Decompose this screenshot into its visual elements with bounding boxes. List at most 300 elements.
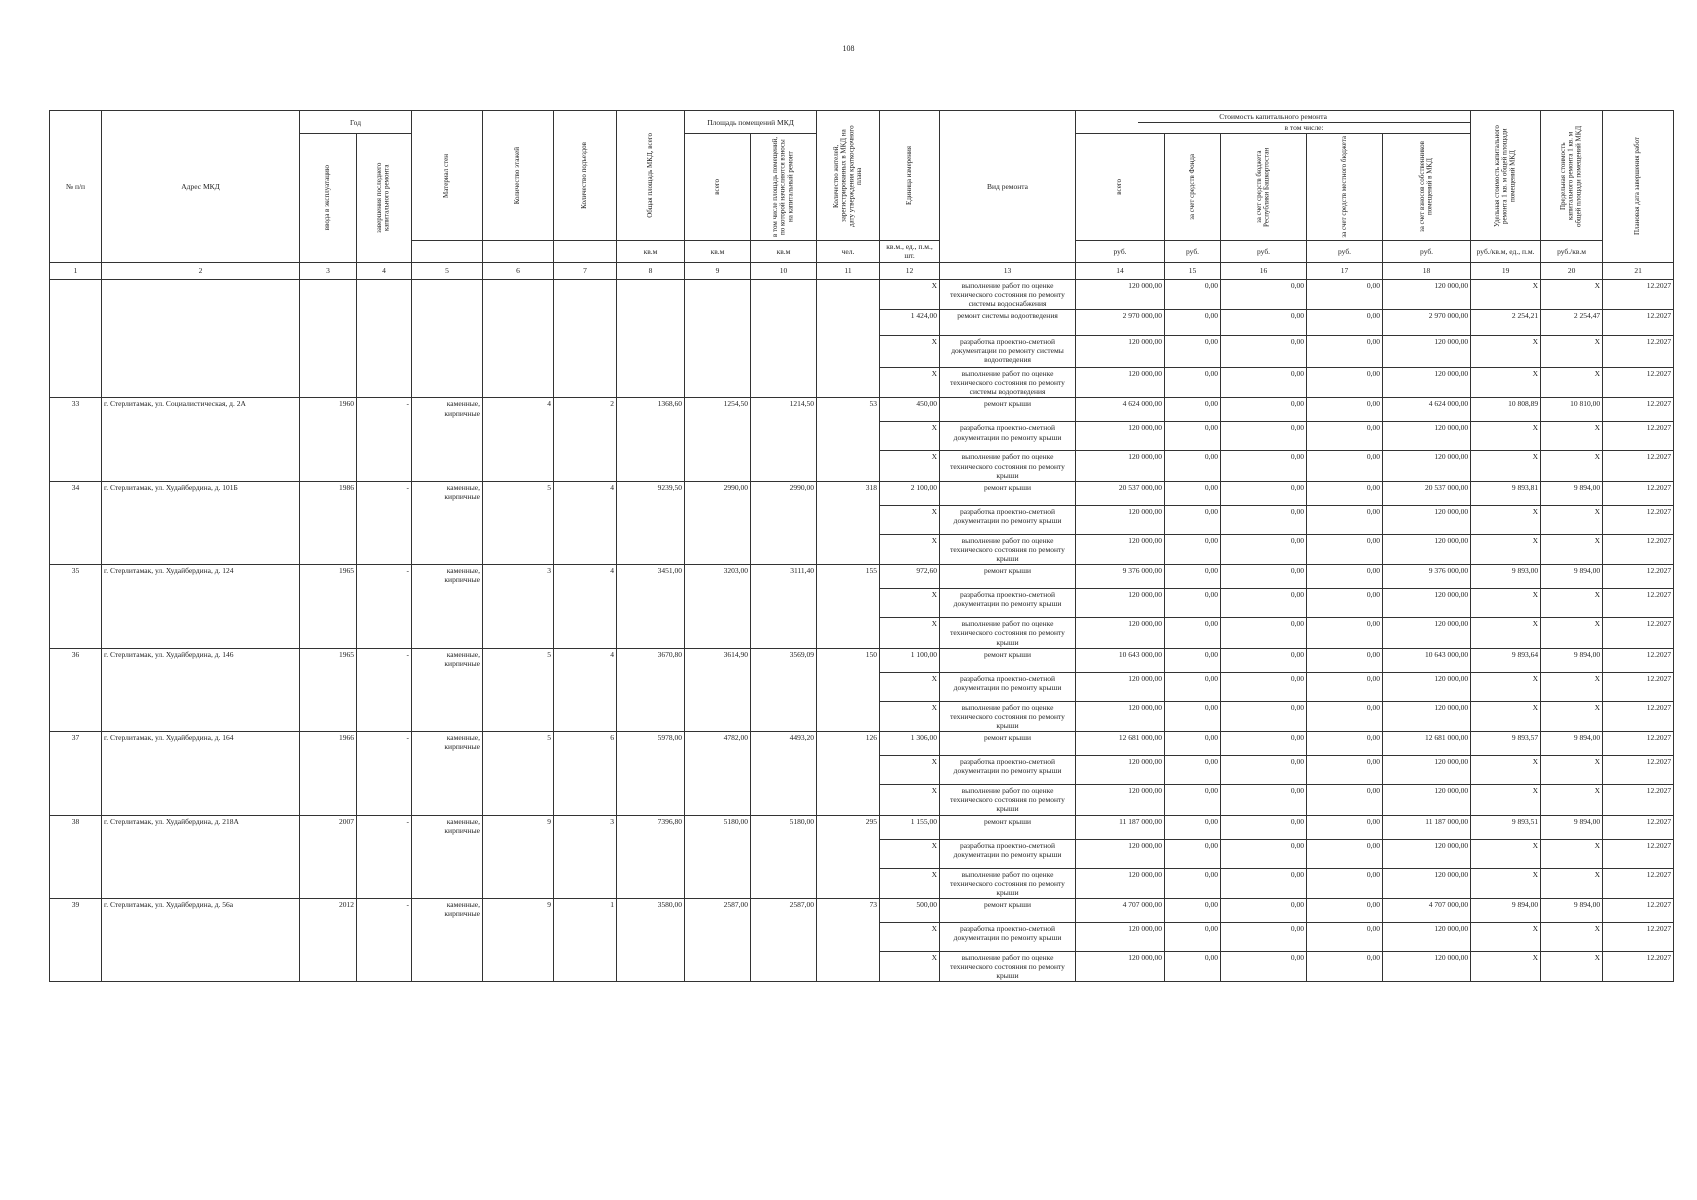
premises-repair-area-cell: 5180,00 bbox=[751, 815, 817, 898]
premises-area-cell: 2990,00 bbox=[685, 481, 751, 564]
max-cost-cell: 9 894,00 bbox=[1541, 648, 1603, 672]
repair-type-cell: выполнение работ по оценке технического состояния по ремонту крыши bbox=[940, 868, 1076, 898]
repair-type-cell: разработка проектно-сметной документации по ремонту крыши bbox=[940, 672, 1076, 701]
page-number: 108 bbox=[842, 44, 855, 53]
cost-owners-cell: 11 187 000,00 bbox=[1383, 815, 1471, 839]
cost-fund-cell: 0,00 bbox=[1165, 839, 1221, 868]
table-row bbox=[50, 898, 1674, 922]
wall-material-cell: каменные, кирпичные bbox=[412, 732, 483, 815]
cost-rb-cell: 0,00 bbox=[1221, 701, 1307, 731]
column-number: 11 bbox=[817, 262, 880, 279]
cost-rb-cell: 0,00 bbox=[1221, 839, 1307, 868]
total-area-cell: 1368,60 bbox=[617, 398, 685, 481]
cost-fund-cell: 0,00 bbox=[1165, 648, 1221, 672]
cost-local-cell: 0,00 bbox=[1307, 839, 1383, 868]
unit-quantity-cell: 1 306,00 bbox=[880, 732, 940, 756]
unit-cost-cell: X bbox=[1471, 367, 1541, 397]
cost-owners-cell: 10 643 000,00 bbox=[1383, 648, 1471, 672]
header-cost-local: за счет средств местного бюджета bbox=[1307, 134, 1383, 241]
wall-material-cell bbox=[412, 279, 483, 398]
repair-type-cell: разработка проектно-сметной документации по ремонту крыши bbox=[940, 422, 1076, 451]
year-last-repair-cell: - bbox=[357, 648, 412, 731]
header-cost-group: Стоимость капитального ремонта в том числе: bbox=[1076, 111, 1471, 134]
column-number: 5 bbox=[412, 262, 483, 279]
cost-owners-cell: 120 000,00 bbox=[1383, 785, 1471, 815]
header-year-last-repair: завершения последнего капитального ремонта bbox=[357, 134, 412, 262]
cost-fund-cell: 0,00 bbox=[1165, 367, 1221, 397]
header-address: Адрес МКД bbox=[102, 111, 300, 263]
table-row bbox=[50, 481, 1674, 505]
house-number-cell: 33 bbox=[50, 398, 102, 481]
cost-total-cell: 120 000,00 bbox=[1076, 618, 1165, 648]
deadline-cell: 12.2027 bbox=[1603, 672, 1674, 701]
unit-cell: кв.м bbox=[751, 241, 817, 262]
max-cost-cell: X bbox=[1541, 922, 1603, 951]
deadline-cell: 12.2027 bbox=[1603, 898, 1674, 922]
table-body bbox=[50, 279, 1674, 982]
house-number-cell: 39 bbox=[50, 898, 102, 981]
unit-cost-cell: 9 893,81 bbox=[1471, 481, 1541, 505]
repair-type-cell: разработка проектно-сметной документации по ремонту крыши bbox=[940, 839, 1076, 868]
unit-cell: руб. bbox=[1165, 241, 1221, 262]
max-cost-cell: X bbox=[1541, 868, 1603, 898]
premises-repair-area-cell: 4493,20 bbox=[751, 732, 817, 815]
cost-owners-cell: 120 000,00 bbox=[1383, 367, 1471, 397]
total-area-cell: 3670,80 bbox=[617, 648, 685, 731]
cost-rb-cell: 0,00 bbox=[1221, 922, 1307, 951]
house-number-cell: 35 bbox=[50, 565, 102, 648]
max-cost-cell: X bbox=[1541, 589, 1603, 618]
unit-quantity-cell: X bbox=[880, 701, 940, 731]
cost-rb-cell: 0,00 bbox=[1221, 367, 1307, 397]
residents-cell: 150 bbox=[817, 648, 880, 731]
premises-repair-area-cell: 1214,50 bbox=[751, 398, 817, 481]
premises-repair-area-cell: 2990,00 bbox=[751, 481, 817, 564]
header-total-area: Общая площадь МКД, всего bbox=[617, 111, 685, 241]
deadline-cell: 12.2027 bbox=[1603, 756, 1674, 785]
cost-total-cell: 120 000,00 bbox=[1076, 589, 1165, 618]
year-last-repair-cell: - bbox=[357, 732, 412, 815]
max-cost-cell: X bbox=[1541, 839, 1603, 868]
cost-owners-cell: 12 681 000,00 bbox=[1383, 732, 1471, 756]
max-cost-cell: X bbox=[1541, 505, 1603, 534]
max-cost-cell: X bbox=[1541, 367, 1603, 397]
column-number: 9 bbox=[685, 262, 751, 279]
deadline-cell: 12.2027 bbox=[1603, 839, 1674, 868]
repair-type-cell: ремонт крыши bbox=[940, 648, 1076, 672]
total-area-cell: 3451,00 bbox=[617, 565, 685, 648]
max-cost-cell: 2 254,47 bbox=[1541, 309, 1603, 335]
wall-material-cell: каменные, кирпичные bbox=[412, 898, 483, 981]
unit-quantity-cell: X bbox=[880, 422, 940, 451]
unit-quantity-cell: 450,00 bbox=[880, 398, 940, 422]
deadline-cell: 12.2027 bbox=[1603, 505, 1674, 534]
cost-owners-cell: 120 000,00 bbox=[1383, 618, 1471, 648]
cost-rb-cell: 0,00 bbox=[1221, 335, 1307, 367]
cost-total-cell: 20 537 000,00 bbox=[1076, 481, 1165, 505]
cost-rb-cell: 0,00 bbox=[1221, 898, 1307, 922]
header-repair-type: Вид ремонта bbox=[940, 111, 1076, 263]
header-residents: Количество жителей, зарегистрированных в МКД на дату утверждения краткосрочного плана bbox=[817, 111, 880, 241]
unit-cost-cell: 10 808,89 bbox=[1471, 398, 1541, 422]
header-premises-group: Площадь помещений МКД bbox=[685, 111, 817, 134]
total-area-cell bbox=[617, 279, 685, 398]
table-row bbox=[50, 398, 1674, 422]
repair-type-cell: выполнение работ по оценке технического состояния по ремонту крыши bbox=[940, 451, 1076, 481]
cost-fund-cell: 0,00 bbox=[1165, 534, 1221, 564]
floors-cell: 4 bbox=[483, 398, 554, 481]
cost-fund-cell: 0,00 bbox=[1165, 701, 1221, 731]
repair-type-cell: ремонт крыши bbox=[940, 481, 1076, 505]
cost-total-cell: 120 000,00 bbox=[1076, 335, 1165, 367]
cost-rb-cell: 0,00 bbox=[1221, 732, 1307, 756]
deadline-cell: 12.2027 bbox=[1603, 618, 1674, 648]
header-wall-material: Материал стен bbox=[412, 111, 483, 241]
cost-local-cell: 0,00 bbox=[1307, 868, 1383, 898]
wall-material-cell: каменные, кирпичные bbox=[412, 815, 483, 898]
address-cell: г. Стерлитамак, ул. Худайбердина, д. 218А bbox=[102, 815, 300, 898]
year-last-repair-cell bbox=[357, 279, 412, 398]
cost-rb-cell: 0,00 bbox=[1221, 565, 1307, 589]
cost-owners-cell: 120 000,00 bbox=[1383, 505, 1471, 534]
deadline-cell: 12.2027 bbox=[1603, 422, 1674, 451]
house-number-cell: 38 bbox=[50, 815, 102, 898]
cost-fund-cell: 0,00 bbox=[1165, 565, 1221, 589]
unit-quantity-cell: X bbox=[880, 922, 940, 951]
year-built-cell: 2007 bbox=[300, 815, 357, 898]
cost-total-cell: 120 000,00 bbox=[1076, 672, 1165, 701]
unit-quantity-cell: 2 100,00 bbox=[880, 481, 940, 505]
repair-type-cell: разработка проектно-сметной документации по ремонту крыши bbox=[940, 922, 1076, 951]
cost-owners-cell: 120 000,00 bbox=[1383, 839, 1471, 868]
column-number: 7 bbox=[554, 262, 617, 279]
residents-cell: 295 bbox=[817, 815, 880, 898]
cost-owners-cell: 120 000,00 bbox=[1383, 335, 1471, 367]
repair-type-cell: выполнение работ по оценке технического состояния по ремонту крыши bbox=[940, 534, 1076, 564]
cost-rb-cell: 0,00 bbox=[1221, 422, 1307, 451]
unit-quantity-cell: X bbox=[880, 451, 940, 481]
header-cost-owners: за счет взносов собственников помещений в МКД bbox=[1383, 134, 1471, 241]
residents-cell: 126 bbox=[817, 732, 880, 815]
year-built-cell: 1966 bbox=[300, 732, 357, 815]
max-cost-cell: 9 894,00 bbox=[1541, 732, 1603, 756]
header-unit-cost: Удельная стоимость капитального ремонта 1 кв. м общей площади помещений МКД bbox=[1471, 111, 1541, 241]
cost-owners-cell: 120 000,00 bbox=[1383, 701, 1471, 731]
cost-total-cell: 4 707 000,00 bbox=[1076, 898, 1165, 922]
unit-cell: кв.м bbox=[617, 241, 685, 262]
unit-cell: руб. bbox=[1383, 241, 1471, 262]
cost-local-cell: 0,00 bbox=[1307, 534, 1383, 564]
cost-total-cell: 120 000,00 bbox=[1076, 367, 1165, 397]
entrances-cell: 4 bbox=[554, 565, 617, 648]
entrances-cell: 4 bbox=[554, 481, 617, 564]
header-cost-fund: за счет средств Фонда bbox=[1165, 134, 1221, 241]
unit-cost-cell: 9 893,57 bbox=[1471, 732, 1541, 756]
max-cost-cell: X bbox=[1541, 451, 1603, 481]
total-area-cell: 9239,50 bbox=[617, 481, 685, 564]
header-cost-total: всего bbox=[1076, 134, 1165, 241]
cost-owners-cell: 120 000,00 bbox=[1383, 922, 1471, 951]
wall-material-cell: каменные, кирпичные bbox=[412, 481, 483, 564]
cost-total-cell: 120 000,00 bbox=[1076, 451, 1165, 481]
repair-type-cell: разработка проектно-сметной документации по ремонту системы водоотведения bbox=[940, 335, 1076, 367]
max-cost-cell: X bbox=[1541, 618, 1603, 648]
table-row bbox=[50, 648, 1674, 672]
cost-total-cell: 120 000,00 bbox=[1076, 422, 1165, 451]
cost-rb-cell: 0,00 bbox=[1221, 951, 1307, 981]
year-built-cell: 1960 bbox=[300, 398, 357, 481]
unit-cost-cell: X bbox=[1471, 922, 1541, 951]
cost-fund-cell: 0,00 bbox=[1165, 732, 1221, 756]
repair-type-cell: выполнение работ по оценке технического состояния по ремонту крыши bbox=[940, 618, 1076, 648]
year-built-cell: 1965 bbox=[300, 648, 357, 731]
address-cell: г. Стерлитамак, ул. Худайбердина, д. 101Б bbox=[102, 481, 300, 564]
column-number: 10 bbox=[751, 262, 817, 279]
unit-cell: чел. bbox=[817, 241, 880, 262]
cost-local-cell: 0,00 bbox=[1307, 648, 1383, 672]
header-cost-rb: за счет средств бюджета Республики Башкортостан bbox=[1221, 134, 1307, 241]
table-row bbox=[50, 565, 1674, 589]
unit-cost-cell: X bbox=[1471, 279, 1541, 309]
address-cell: г. Стерлитамак, ул. Социалистическая, д. 2А bbox=[102, 398, 300, 481]
unit-quantity-cell: 1 100,00 bbox=[880, 648, 940, 672]
cost-local-cell: 0,00 bbox=[1307, 898, 1383, 922]
deadline-cell: 12.2027 bbox=[1603, 398, 1674, 422]
column-number: 21 bbox=[1603, 262, 1674, 279]
cost-local-cell: 0,00 bbox=[1307, 732, 1383, 756]
total-area-cell: 7396,80 bbox=[617, 815, 685, 898]
deadline-cell: 12.2027 bbox=[1603, 648, 1674, 672]
repair-type-cell: разработка проектно-сметной документации по ремонту крыши bbox=[940, 589, 1076, 618]
unit-cost-cell: X bbox=[1471, 672, 1541, 701]
year-built-cell bbox=[300, 279, 357, 398]
address-cell: г. Стерлитамак, ул. Худайбердина, д. 124 bbox=[102, 565, 300, 648]
unit-cell: кв.м., ед., п.м., шт. bbox=[880, 241, 940, 262]
unit-quantity-cell: X bbox=[880, 951, 940, 981]
residents-cell: 53 bbox=[817, 398, 880, 481]
header-premises-repair: в том числе площадь помещений, по которой начисляются взносы на капитальный ремонт bbox=[751, 134, 817, 241]
cost-local-cell: 0,00 bbox=[1307, 481, 1383, 505]
cost-local-cell: 0,00 bbox=[1307, 815, 1383, 839]
floors-cell: 3 bbox=[483, 565, 554, 648]
premises-area-cell: 2587,00 bbox=[685, 898, 751, 981]
house-number-cell: 36 bbox=[50, 648, 102, 731]
year-last-repair-cell: - bbox=[357, 898, 412, 981]
unit-cost-cell: 9 893,64 bbox=[1471, 648, 1541, 672]
cost-rb-cell: 0,00 bbox=[1221, 815, 1307, 839]
repair-type-cell: ремонт системы водоотведения bbox=[940, 309, 1076, 335]
unit-cell: руб. bbox=[1076, 241, 1165, 262]
cost-owners-cell: 2 970 000,00 bbox=[1383, 309, 1471, 335]
cost-rb-cell: 0,00 bbox=[1221, 618, 1307, 648]
cost-rb-cell: 0,00 bbox=[1221, 398, 1307, 422]
unit-quantity-cell: X bbox=[880, 839, 940, 868]
cost-owners-cell: 120 000,00 bbox=[1383, 279, 1471, 309]
column-number: 3 bbox=[300, 262, 357, 279]
cost-total-cell: 120 000,00 bbox=[1076, 868, 1165, 898]
residents-cell: 318 bbox=[817, 481, 880, 564]
cost-fund-cell: 0,00 bbox=[1165, 618, 1221, 648]
column-number: 17 bbox=[1307, 262, 1383, 279]
deadline-cell: 12.2027 bbox=[1603, 815, 1674, 839]
premises-repair-area-cell bbox=[751, 279, 817, 398]
cost-rb-cell: 0,00 bbox=[1221, 309, 1307, 335]
deadline-cell: 12.2027 bbox=[1603, 701, 1674, 731]
cost-fund-cell: 0,00 bbox=[1165, 951, 1221, 981]
unit-cost-cell: X bbox=[1471, 618, 1541, 648]
column-number: 8 bbox=[617, 262, 685, 279]
unit-quantity-cell: X bbox=[880, 868, 940, 898]
cost-owners-cell: 4 624 000,00 bbox=[1383, 398, 1471, 422]
deadline-cell: 12.2027 bbox=[1603, 335, 1674, 367]
cost-fund-cell: 0,00 bbox=[1165, 589, 1221, 618]
max-cost-cell: 9 894,00 bbox=[1541, 898, 1603, 922]
cost-local-cell: 0,00 bbox=[1307, 785, 1383, 815]
unit-cost-cell: X bbox=[1471, 756, 1541, 785]
cost-rb-cell: 0,00 bbox=[1221, 589, 1307, 618]
cost-total-cell: 120 000,00 bbox=[1076, 534, 1165, 564]
wall-material-cell: каменные, кирпичные bbox=[412, 565, 483, 648]
cost-total-cell: 120 000,00 bbox=[1076, 839, 1165, 868]
cost-owners-cell: 120 000,00 bbox=[1383, 672, 1471, 701]
cost-rb-cell: 0,00 bbox=[1221, 451, 1307, 481]
unit-quantity-cell: X bbox=[880, 534, 940, 564]
cost-local-cell: 0,00 bbox=[1307, 398, 1383, 422]
deadline-cell: 12.2027 bbox=[1603, 951, 1674, 981]
floors-cell: 9 bbox=[483, 815, 554, 898]
unit-cost-cell: X bbox=[1471, 534, 1541, 564]
header-year-built: ввода в эксплуатацию bbox=[300, 134, 357, 262]
cost-fund-cell: 0,00 bbox=[1165, 505, 1221, 534]
cost-total-cell: 120 000,00 bbox=[1076, 701, 1165, 731]
premises-repair-area-cell: 2587,00 bbox=[751, 898, 817, 981]
address-cell bbox=[102, 279, 300, 398]
max-cost-cell: 9 894,00 bbox=[1541, 481, 1603, 505]
unit-cost-cell: X bbox=[1471, 785, 1541, 815]
cost-local-cell: 0,00 bbox=[1307, 618, 1383, 648]
cost-fund-cell: 0,00 bbox=[1165, 922, 1221, 951]
premises-area-cell: 5180,00 bbox=[685, 815, 751, 898]
repair-type-cell: выполнение работ по оценке технического состояния по ремонту системы водоотведения bbox=[940, 367, 1076, 397]
max-cost-cell: X bbox=[1541, 951, 1603, 981]
address-cell: г. Стерлитамак, ул. Худайбердина, д. 146 bbox=[102, 648, 300, 731]
deadline-cell: 12.2027 bbox=[1603, 922, 1674, 951]
column-number: 16 bbox=[1221, 262, 1307, 279]
year-last-repair-cell: - bbox=[357, 481, 412, 564]
deadline-cell: 12.2027 bbox=[1603, 534, 1674, 564]
max-cost-cell: X bbox=[1541, 672, 1603, 701]
cost-total-cell: 120 000,00 bbox=[1076, 756, 1165, 785]
cost-local-cell: 0,00 bbox=[1307, 422, 1383, 451]
unit-cost-cell: X bbox=[1471, 701, 1541, 731]
deadline-cell: 12.2027 bbox=[1603, 451, 1674, 481]
header-floors: Количество этажей bbox=[483, 111, 554, 241]
max-cost-cell: X bbox=[1541, 785, 1603, 815]
cost-rb-cell: 0,00 bbox=[1221, 672, 1307, 701]
repair-type-cell: выполнение работ по оценке технического состояния по ремонту крыши bbox=[940, 701, 1076, 731]
unit-quantity-cell: X bbox=[880, 756, 940, 785]
cost-fund-cell: 0,00 bbox=[1165, 309, 1221, 335]
house-number-cell bbox=[50, 279, 102, 398]
cost-total-cell: 2 970 000,00 bbox=[1076, 309, 1165, 335]
cost-rb-cell: 0,00 bbox=[1221, 481, 1307, 505]
cost-total-cell: 12 681 000,00 bbox=[1076, 732, 1165, 756]
cost-rb-cell: 0,00 bbox=[1221, 868, 1307, 898]
cost-local-cell: 0,00 bbox=[1307, 672, 1383, 701]
cost-local-cell: 0,00 bbox=[1307, 505, 1383, 534]
cost-fund-cell: 0,00 bbox=[1165, 785, 1221, 815]
cost-owners-cell: 20 537 000,00 bbox=[1383, 481, 1471, 505]
unit-cost-cell: X bbox=[1471, 451, 1541, 481]
header-row-1 bbox=[50, 111, 1674, 134]
max-cost-cell: X bbox=[1541, 756, 1603, 785]
total-area-cell: 5978,00 bbox=[617, 732, 685, 815]
residents-cell: 73 bbox=[817, 898, 880, 981]
premises-area-cell: 4782,00 bbox=[685, 732, 751, 815]
premises-area-cell: 3203,00 bbox=[685, 565, 751, 648]
max-cost-cell: 9 894,00 bbox=[1541, 815, 1603, 839]
total-area-cell: 3580,00 bbox=[617, 898, 685, 981]
cost-fund-cell: 0,00 bbox=[1165, 279, 1221, 309]
floors-cell: 5 bbox=[483, 732, 554, 815]
header-deadline: Плановая дата завершения работ bbox=[1603, 111, 1674, 263]
wall-material-cell: каменные, кирпичные bbox=[412, 398, 483, 481]
unit-quantity-cell: X bbox=[880, 618, 940, 648]
unit-cell: руб./кв.м, ед., п.м. bbox=[1471, 241, 1541, 262]
unit-cell: руб. bbox=[1307, 241, 1383, 262]
floors-cell: 5 bbox=[483, 481, 554, 564]
entrances-cell: 3 bbox=[554, 815, 617, 898]
wall-material-cell: каменные, кирпичные bbox=[412, 648, 483, 731]
deadline-cell: 12.2027 bbox=[1603, 367, 1674, 397]
floors-cell: 5 bbox=[483, 648, 554, 731]
unit-cost-cell: X bbox=[1471, 589, 1541, 618]
unit-cost-cell: X bbox=[1471, 951, 1541, 981]
column-number: 1 bbox=[50, 262, 102, 279]
cost-rb-cell: 0,00 bbox=[1221, 785, 1307, 815]
repair-type-cell: ремонт крыши bbox=[940, 565, 1076, 589]
unit-cell: руб./кв.м bbox=[1541, 241, 1603, 262]
column-number: 19 bbox=[1471, 262, 1541, 279]
cost-local-cell: 0,00 bbox=[1307, 756, 1383, 785]
repair-type-cell: разработка проектно-сметной документации по ремонту крыши bbox=[940, 505, 1076, 534]
premises-repair-area-cell: 3111,40 bbox=[751, 565, 817, 648]
max-cost-cell: X bbox=[1541, 534, 1603, 564]
table-row bbox=[50, 815, 1674, 839]
cost-owners-cell: 120 000,00 bbox=[1383, 451, 1471, 481]
column-number: 18 bbox=[1383, 262, 1471, 279]
cost-total-cell: 120 000,00 bbox=[1076, 922, 1165, 951]
cost-rb-cell: 0,00 bbox=[1221, 534, 1307, 564]
repair-type-cell: ремонт крыши bbox=[940, 732, 1076, 756]
table-row bbox=[50, 279, 1674, 309]
entrances-cell: 1 bbox=[554, 898, 617, 981]
house-number-cell: 37 bbox=[50, 732, 102, 815]
repair-type-cell: разработка проектно-сметной документации по ремонту крыши bbox=[940, 756, 1076, 785]
cost-fund-cell: 0,00 bbox=[1165, 898, 1221, 922]
unit-cost-cell: X bbox=[1471, 422, 1541, 451]
column-number: 14 bbox=[1076, 262, 1165, 279]
residents-cell: 155 bbox=[817, 565, 880, 648]
unit-cost-cell: X bbox=[1471, 335, 1541, 367]
cost-owners-cell: 120 000,00 bbox=[1383, 534, 1471, 564]
cost-owners-cell: 120 000,00 bbox=[1383, 951, 1471, 981]
unit-quantity-cell: 1 424,00 bbox=[880, 309, 940, 335]
year-last-repair-cell: - bbox=[357, 398, 412, 481]
cost-total-cell: 4 624 000,00 bbox=[1076, 398, 1165, 422]
repair-type-cell: ремонт крыши bbox=[940, 815, 1076, 839]
unit-cell: кв.м bbox=[685, 241, 751, 262]
